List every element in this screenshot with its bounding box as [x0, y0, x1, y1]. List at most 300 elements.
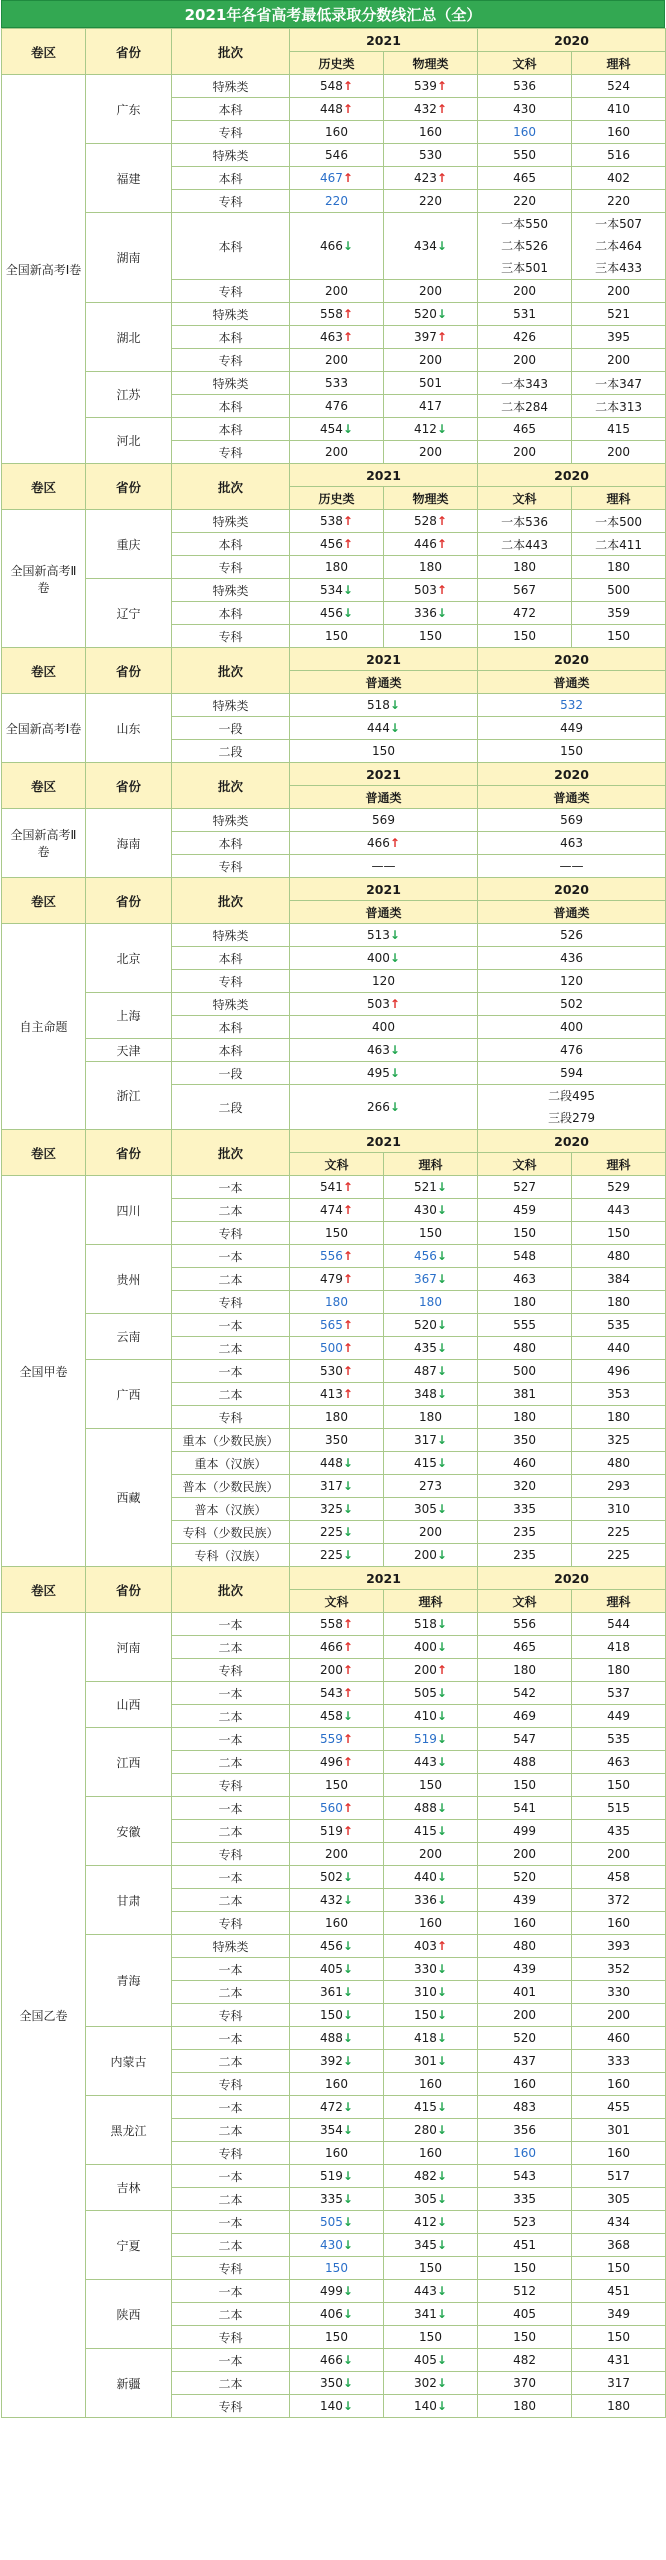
- province-cell: 贵州: [86, 1245, 172, 1314]
- score-cell: [478, 947, 666, 970]
- score-value: 350: [325, 1433, 348, 1447]
- score-value: 466: [320, 2353, 343, 2367]
- province-cell: 北京: [86, 924, 172, 993]
- score-cell: [478, 1429, 572, 1452]
- score-cell: [572, 625, 666, 648]
- score-cell: [572, 602, 666, 625]
- score-cell: [384, 372, 478, 395]
- score-value: 499: [320, 2284, 343, 2298]
- score-value: 556: [320, 1249, 343, 1263]
- category-header: 文科: [478, 1153, 572, 1176]
- score-value: 531: [513, 307, 536, 321]
- batch-cell: 二段: [172, 740, 290, 763]
- score-cell: [290, 2326, 384, 2349]
- score-value: 150: [607, 2330, 630, 2344]
- score-value: 530: [320, 1364, 343, 1378]
- score-line: 三段279: [548, 1111, 595, 1125]
- arrow-down-icon: ↓: [436, 1456, 447, 1470]
- score-cell: [478, 2234, 572, 2257]
- arrow-down-icon: ↓: [389, 1043, 400, 1057]
- score-value: 415: [414, 1456, 437, 1470]
- batch-cell: 一本: [172, 1728, 290, 1751]
- score-value: 150: [325, 2261, 348, 2275]
- province-cell: 辽宁: [86, 579, 172, 648]
- score-value: 160: [513, 2077, 536, 2091]
- score-value: 150: [419, 2330, 442, 2344]
- category-header: 理科: [572, 1153, 666, 1176]
- score-value: 501: [419, 376, 442, 390]
- score-value: 370: [513, 2376, 536, 2390]
- section-header-row: [2, 464, 666, 487]
- score-value: 395: [607, 330, 630, 344]
- score-value: 二本411: [595, 537, 642, 552]
- arrow-down-icon: ↓: [436, 2307, 447, 2321]
- batch-cell: 专科: [172, 2326, 290, 2349]
- score-value: 335: [513, 2192, 536, 2206]
- score-cell: [290, 993, 478, 1016]
- score-cell: [290, 1682, 384, 1705]
- score-value: 200: [513, 353, 536, 367]
- arrow-down-icon: ↓: [436, 2376, 447, 2390]
- batch-cell: 二本: [172, 1199, 290, 1222]
- table-row: [2, 993, 666, 1016]
- arrow-down-icon: ↓: [436, 1962, 447, 1976]
- batch-cell: 本科: [172, 947, 290, 970]
- score-cell: [478, 579, 572, 602]
- arrow-down-icon: ↓: [389, 1100, 400, 1114]
- table-row: [2, 1176, 666, 1199]
- batch-cell: 专科: [172, 625, 290, 648]
- score-cell: [290, 1406, 384, 1429]
- batch-cell: 专科: [172, 1659, 290, 1682]
- score-value: 150: [607, 629, 630, 643]
- score-cell: [384, 1314, 478, 1337]
- score-cell: [478, 1912, 572, 1935]
- score-value: 367: [414, 1272, 437, 1286]
- score-value: 472: [320, 2100, 343, 2114]
- batch-cell: 二本: [172, 2119, 290, 2142]
- batch-cell: 二本: [172, 2303, 290, 2326]
- batch-cell: 特殊类: [172, 924, 290, 947]
- score-cell: [290, 1291, 384, 1314]
- score-value: 505: [414, 1686, 437, 1700]
- score-cell: [572, 1406, 666, 1429]
- score-value: 349: [607, 2307, 630, 2321]
- score-cell: [572, 1314, 666, 1337]
- arrow-up-icon: ↑: [342, 1180, 353, 1194]
- table-row: [2, 1314, 666, 1337]
- category-header: 文科: [478, 1590, 572, 1613]
- score-cell: [290, 1039, 478, 1062]
- score-value: 569: [372, 813, 395, 827]
- score-value: 180: [607, 1410, 630, 1424]
- score-value: 487: [414, 1364, 437, 1378]
- score-value: 432: [414, 102, 437, 116]
- score-value: 463: [320, 330, 343, 344]
- arrow-down-icon: ↓: [342, 606, 353, 620]
- score-value: 476: [560, 1043, 583, 1057]
- score-cell: [572, 1843, 666, 1866]
- arrow-down-icon: ↓: [436, 1203, 447, 1217]
- arrow-down-icon: ↓: [436, 2353, 447, 2367]
- score-cell: [478, 2349, 572, 2372]
- score-cell: [572, 1429, 666, 1452]
- score-value: 459: [513, 1203, 536, 1217]
- score-cell: [384, 1176, 478, 1199]
- score-cell: [572, 510, 666, 533]
- score-cell: [478, 1958, 572, 1981]
- score-value: 532: [560, 698, 583, 712]
- score-value: 293: [607, 1479, 630, 1493]
- province-cell: 河南: [86, 1613, 172, 1682]
- province-cell: 山东: [86, 694, 172, 763]
- score-value: 529: [607, 1180, 630, 1194]
- score-value: 150: [414, 2008, 437, 2022]
- province-cell: 甘肃: [86, 1866, 172, 1935]
- score-value: 406: [320, 2307, 343, 2321]
- table-row: [2, 2280, 666, 2303]
- score-cell: [478, 1935, 572, 1958]
- category-header: 理科: [384, 1153, 478, 1176]
- score-cell: [478, 75, 572, 98]
- score-cell: [384, 2234, 478, 2257]
- arrow-down-icon: ↓: [342, 2376, 353, 2390]
- score-value: 160: [607, 2146, 630, 2160]
- arrow-down-icon: ↓: [342, 1893, 353, 1907]
- score-value: 434: [414, 239, 437, 253]
- year-2020-header: 2020: [478, 648, 666, 671]
- score-cell: [384, 1797, 478, 1820]
- score-cell: [384, 1843, 478, 1866]
- batch-cell: 二本: [172, 2234, 290, 2257]
- category-header: 普通类: [478, 671, 666, 694]
- score-value: 180: [607, 560, 630, 574]
- score-value: 448: [320, 1456, 343, 1470]
- score-value: 353: [607, 1387, 630, 1401]
- arrow-down-icon: ↓: [436, 1824, 447, 1838]
- score-value: 200: [414, 1548, 437, 1562]
- score-value: 528: [414, 514, 437, 528]
- category-header: 理科: [572, 52, 666, 75]
- batch-cell: 专科: [172, 2142, 290, 2165]
- score-value: 200: [325, 1847, 348, 1861]
- score-value: ——: [559, 859, 584, 873]
- arrow-down-icon: ↓: [342, 1456, 353, 1470]
- score-value: 220: [513, 194, 536, 208]
- score-value: 488: [414, 1801, 437, 1815]
- score-cell: [478, 1475, 572, 1498]
- score-value: 435: [607, 1824, 630, 1838]
- score-value: 517: [607, 2169, 630, 2183]
- score-cell: [572, 1176, 666, 1199]
- score-cell: [572, 1360, 666, 1383]
- batch-cell: 一本: [172, 2027, 290, 2050]
- batch-cell: 专科: [172, 2073, 290, 2096]
- arrow-down-icon: ↓: [436, 2031, 447, 2045]
- score-value: 476: [325, 399, 348, 413]
- score-cell: [290, 556, 384, 579]
- score-cell: [290, 579, 384, 602]
- score-cell: [290, 1636, 384, 1659]
- arrow-up-icon: ↑: [342, 1341, 353, 1355]
- score-value: 401: [513, 1985, 536, 1999]
- score-cell: [572, 75, 666, 98]
- score-value: 345: [414, 2238, 437, 2252]
- province-header: 省份: [86, 648, 172, 694]
- year-2021-header: 2021: [290, 763, 478, 786]
- score-value: 550: [513, 148, 536, 162]
- score-cell: [478, 2004, 572, 2027]
- score-cell: [290, 1866, 384, 1889]
- score-cell: [384, 75, 478, 98]
- score-cell: [478, 1062, 666, 1085]
- arrow-down-icon: ↓: [342, 2284, 353, 2298]
- arrow-down-icon: ↓: [436, 1640, 447, 1654]
- batch-cell: 二本: [172, 1705, 290, 1728]
- score-value: 496: [320, 1755, 343, 1769]
- score-cell: [478, 2303, 572, 2326]
- batch-header: 批次: [172, 464, 290, 510]
- score-cell: [572, 1291, 666, 1314]
- score-cell: [384, 1636, 478, 1659]
- score-cell: [478, 1085, 666, 1130]
- score-value: 200: [513, 445, 536, 459]
- score-cell: [478, 372, 572, 395]
- juanqu-header: 卷区: [2, 29, 86, 75]
- score-value: 348: [414, 1387, 437, 1401]
- arrow-down-icon: ↓: [342, 1548, 353, 1562]
- score-cell: [478, 510, 572, 533]
- arrow-up-icon: ↑: [342, 1387, 353, 1401]
- score-value: 150: [513, 2330, 536, 2344]
- score-value: 330: [607, 1985, 630, 1999]
- score-value: 495: [367, 1066, 390, 1080]
- province-header: 省份: [86, 763, 172, 809]
- score-cell: [290, 1981, 384, 2004]
- score-value: 519: [414, 1732, 437, 1746]
- score-value: 402: [607, 171, 630, 185]
- score-cell: [290, 1521, 384, 1544]
- score-cell: [290, 740, 478, 763]
- exam-group-cell: 全国新高考Ⅱ卷: [2, 510, 86, 648]
- score-value: 502: [320, 1870, 343, 1884]
- score-cell: [572, 2257, 666, 2280]
- batch-cell: 二段: [172, 1085, 290, 1130]
- score-value: 482: [414, 2169, 437, 2183]
- score-cell: [572, 1452, 666, 1475]
- arrow-down-icon: ↓: [389, 928, 400, 942]
- score-cell: [290, 75, 384, 98]
- arrow-up-icon: ↑: [342, 102, 353, 116]
- section-header-row: [2, 763, 666, 786]
- score-value: 400: [372, 1020, 395, 1034]
- score-cell: [572, 2372, 666, 2395]
- table-row: [2, 694, 666, 717]
- arrow-down-icon: ↓: [342, 583, 353, 597]
- score-value: 356: [513, 2123, 536, 2137]
- province-header: 省份: [86, 1130, 172, 1176]
- arrow-down-icon: ↓: [436, 1502, 447, 1516]
- arrow-down-icon: ↓: [342, 2100, 353, 2114]
- score-cell: [478, 1498, 572, 1521]
- arrow-down-icon: ↓: [436, 2192, 447, 2206]
- score-cell: [290, 326, 384, 349]
- score-cell: [572, 98, 666, 121]
- score-value: 546: [325, 148, 348, 162]
- score-value: 503: [414, 583, 437, 597]
- score-value: 160: [607, 2077, 630, 2091]
- score-value: 456: [320, 606, 343, 620]
- arrow-up-icon: ↑: [342, 1663, 353, 1677]
- score-cell: [478, 303, 572, 326]
- score-cell: [478, 1176, 572, 1199]
- score-value: 466: [320, 239, 343, 253]
- province-cell: 吉林: [86, 2165, 172, 2211]
- arrow-down-icon: ↓: [342, 239, 353, 253]
- year-2020-header: 2020: [478, 29, 666, 52]
- arrow-down-icon: ↓: [389, 721, 400, 735]
- score-cell: [384, 2326, 478, 2349]
- score-value: 180: [607, 2399, 630, 2413]
- score-cell: [290, 441, 384, 464]
- score-cell: [290, 1383, 384, 1406]
- year-2021-header: 2021: [290, 648, 478, 671]
- score-value: 431: [607, 2353, 630, 2367]
- score-cell: [384, 1912, 478, 1935]
- score-cell: [290, 213, 384, 280]
- score-cell: [478, 1613, 572, 1636]
- batch-cell: 特殊类: [172, 372, 290, 395]
- batch-cell: 专科: [172, 1222, 290, 1245]
- score-value: 二本284: [501, 399, 548, 414]
- score-cell: [478, 2395, 572, 2418]
- score-value: 392: [320, 2054, 343, 2068]
- province-header: 省份: [86, 1567, 172, 1613]
- score-cell: [290, 924, 478, 947]
- score-cell: [572, 1544, 666, 1567]
- batch-cell: 专科: [172, 970, 290, 993]
- score-value: 437: [513, 2054, 536, 2068]
- score-value: 336: [414, 606, 437, 620]
- score-cell: [478, 2257, 572, 2280]
- score-cell: [290, 98, 384, 121]
- score-cell: [572, 1682, 666, 1705]
- score-value: 305: [414, 1502, 437, 1516]
- score-value: 150: [513, 629, 536, 643]
- score-value: 483: [513, 2100, 536, 2114]
- score-value: 140: [320, 2399, 343, 2413]
- score-cell: [384, 213, 478, 280]
- score-cell: [478, 280, 572, 303]
- score-value: 518: [414, 1617, 437, 1631]
- arrow-down-icon: ↓: [436, 1617, 447, 1631]
- province-cell: 西藏: [86, 1429, 172, 1567]
- arrow-up-icon: ↑: [436, 1663, 447, 1677]
- arrow-down-icon: ↓: [342, 2307, 353, 2321]
- score-value: 120: [372, 974, 395, 988]
- arrow-up-icon: ↑: [436, 171, 447, 185]
- score-value: 160: [419, 1916, 442, 1930]
- score-value: 403: [414, 1939, 437, 1953]
- score-value: 535: [607, 1318, 630, 1332]
- score-value: 301: [607, 2123, 630, 2137]
- score-value: 458: [607, 1870, 630, 1884]
- score-value: 一本536: [501, 514, 548, 529]
- juanqu-header: 卷区: [2, 1130, 86, 1176]
- arrow-down-icon: ↓: [342, 1502, 353, 1516]
- arrow-down-icon: ↓: [342, 1525, 353, 1539]
- score-cell: [384, 2372, 478, 2395]
- score-cell: [572, 2165, 666, 2188]
- score-value: 200: [607, 284, 630, 298]
- score-cell: [478, 855, 666, 878]
- score-value: 220: [419, 194, 442, 208]
- score-cell: [290, 167, 384, 190]
- score-value: 一本347: [595, 376, 642, 391]
- score-cell: [384, 1889, 478, 1912]
- score-cell: [572, 1636, 666, 1659]
- score-cell: [478, 2372, 572, 2395]
- arrow-down-icon: ↓: [342, 1479, 353, 1493]
- province-cell: 山西: [86, 1682, 172, 1728]
- score-cell: [572, 1774, 666, 1797]
- score-value: 335: [320, 2192, 343, 2206]
- score-cell: [572, 326, 666, 349]
- score-value: 418: [414, 2031, 437, 2045]
- score-value: 496: [607, 1364, 630, 1378]
- score-cell: [290, 1016, 478, 1039]
- score-value: 150: [513, 1226, 536, 1240]
- score-cell: [384, 2188, 478, 2211]
- batch-cell: 二本: [172, 1337, 290, 1360]
- province-cell: 四川: [86, 1176, 172, 1245]
- score-value: 405: [320, 1962, 343, 1976]
- exam-group-cell: 全国新高考Ⅰ卷: [2, 75, 86, 464]
- score-cell: [384, 2280, 478, 2303]
- score-value: 220: [325, 194, 348, 208]
- score-value: 160: [325, 125, 348, 139]
- score-cell: [572, 1889, 666, 1912]
- score-value: 180: [325, 560, 348, 574]
- province-cell: 内蒙古: [86, 2027, 172, 2096]
- score-cell: [290, 1085, 478, 1130]
- score-value: 160: [607, 1916, 630, 1930]
- year-2021-header: 2021: [290, 1567, 478, 1590]
- arrow-down-icon: ↓: [436, 2054, 447, 2068]
- score-cell: [384, 2004, 478, 2027]
- score-value: 469: [513, 1709, 536, 1723]
- score-cell: [572, 1245, 666, 1268]
- table-row: [2, 144, 666, 167]
- batch-cell: 专科: [172, 190, 290, 213]
- score-cell: [384, 1337, 478, 1360]
- batch-cell: 二本: [172, 1636, 290, 1659]
- table-row: [2, 1797, 666, 1820]
- score-value: 451: [513, 2238, 536, 2252]
- arrow-down-icon: ↓: [436, 239, 447, 253]
- arrow-up-icon: ↑: [342, 1318, 353, 1332]
- score-cell: [572, 2142, 666, 2165]
- score-value: 235: [513, 1525, 536, 1539]
- arrow-down-icon: ↓: [342, 2123, 353, 2137]
- arrow-down-icon: ↓: [436, 2399, 447, 2413]
- score-cell: [478, 809, 666, 832]
- score-value: 336: [414, 1893, 437, 1907]
- score-value: 200: [419, 1525, 442, 1539]
- juanqu-header: 卷区: [2, 648, 86, 694]
- score-value: 320: [513, 1479, 536, 1493]
- score-value: 400: [560, 1020, 583, 1034]
